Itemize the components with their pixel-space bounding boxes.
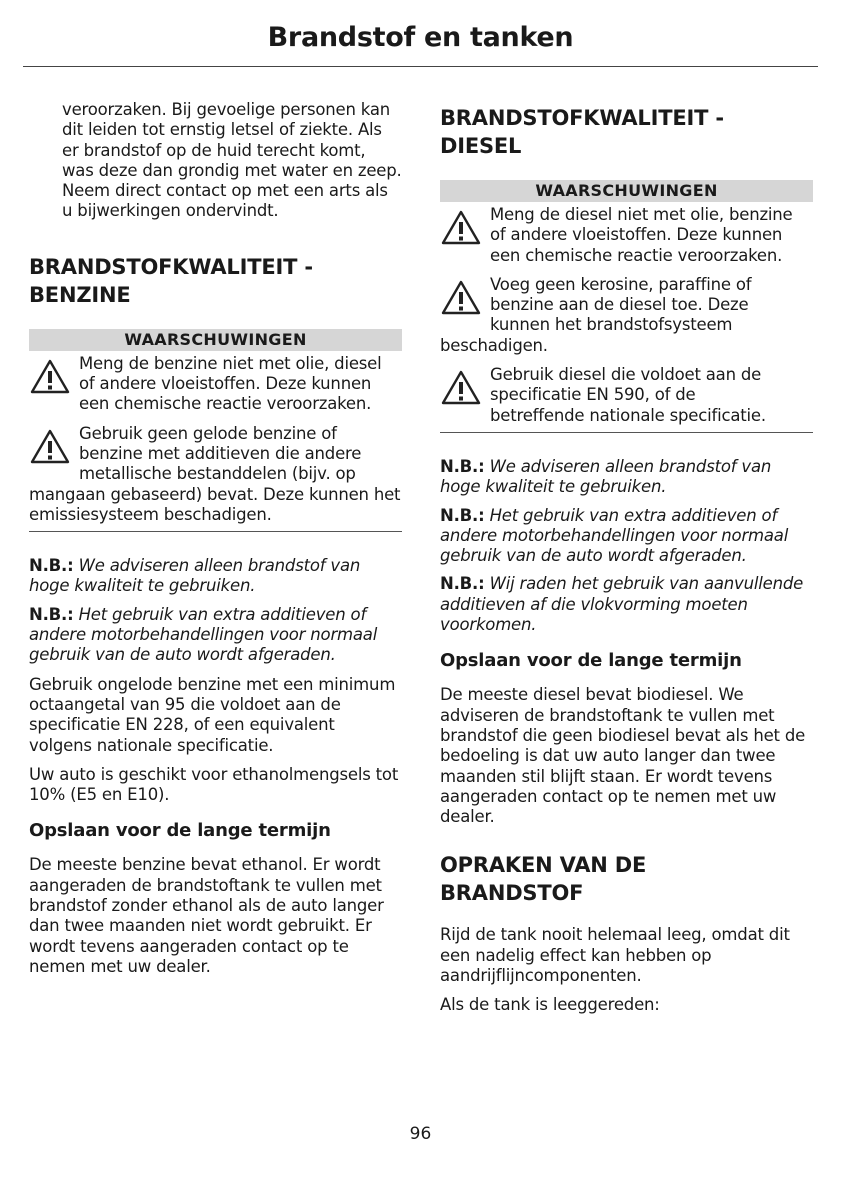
warning-triangle-icon (440, 279, 482, 317)
note (29, 556, 402, 597)
note (440, 574, 813, 635)
warning-line: benzine met additieven die andere (79, 443, 362, 463)
section-title-diesel: BRANDSTOFKWALITEIT - DIESEL (440, 106, 724, 158)
note-text: Het gebruik van extra additieven of andere motorbehandellingen voor normaal gebruik van de auto wordt afgeraden. (29, 604, 378, 665)
warning-line: Gebruik diesel die voldoet aan de (490, 365, 762, 385)
section-title-benzine: BRANDSTOFKWALITEIT - BENZINE (29, 254, 313, 307)
warning-line: metallische bestanddelen (bijv. op (79, 464, 356, 484)
intro-paragraph: veroorzaken. Bij gevoelige personen kan dit leiden tot ernstig letsel of ziekte. Als er brandstof op de huid terecht komt, was deze dan grondig met water en zeep. Neem direct contact op met een arts als u bijwerkingen ondervindt. (62, 100, 402, 221)
warning-item (29, 424, 402, 525)
warning-triangle-icon (440, 369, 482, 407)
note (440, 506, 813, 567)
paragraph: Gebruik ongelode benzine met een minimum octaangetal van 95 die voldoet aan de specificatie EN 228, of een equivalent volgens nationale specificatie. (29, 674, 396, 755)
warning-line: Meng de diesel niet met olie, benzine (490, 205, 793, 224)
note-text: We adviseren alleen brandstof van hoge kwaliteit te gebruiken. (440, 456, 772, 497)
note-label: N.B.: (440, 574, 485, 594)
warning-item (440, 275, 813, 356)
note-label: N.B.: (29, 556, 74, 576)
warnings-header: WAARSCHUWINGEN (29, 329, 402, 351)
note-label: N.B.: (29, 604, 74, 624)
warning-triangle-icon (29, 428, 71, 466)
header-divider (23, 66, 818, 67)
warning-line: specificatie EN 590, of de (490, 385, 696, 405)
section-title-running-out: OPRAKEN VAN DE BRANDSTOF (440, 853, 647, 906)
page-title: Brandstof en tanken (267, 22, 574, 53)
paragraph: Uw auto is geschikt voor ethanolmengsels tot 10% (E5 en E10). (29, 764, 399, 805)
paragraph: Als de tank is leeggereden: (440, 995, 660, 1015)
note (440, 457, 813, 498)
subheading-storage: Opslaan voor de lange termijn (440, 650, 742, 672)
warning-item (440, 205, 813, 266)
warning-line: kunnen het brandstofsysteem (490, 315, 733, 335)
page-number: 96 (409, 1124, 432, 1144)
warning-line: Meng de benzine niet met olie, diesel (79, 353, 382, 373)
warning-line: betreffende nationale specificatie. (490, 405, 766, 425)
note-label: N.B.: (440, 456, 485, 476)
right-column (440, 100, 813, 1016)
left-column (29, 100, 402, 977)
warning-line: Voeg geen kerosine, paraffine of (490, 274, 752, 294)
warning-continuation: beschadigen. (440, 335, 548, 355)
paragraph: Rijd de tank nooit helemaal leeg, omdat dit een nadelig effect kan hebben op aandrijflijncomponenten. (440, 925, 790, 986)
warning-continuation: mangaan gebaseerd) bevat. Deze kunnen het emissiesysteem beschadigen. (29, 484, 401, 524)
warning-triangle-icon (29, 358, 71, 396)
warnings-end-divider (29, 531, 402, 532)
note-text: Het gebruik van extra additieven of andere motorbehandellingen voor normaal gebruik van de auto wordt afgeraden. (440, 505, 789, 566)
warning-line: benzine aan de diesel toe. Deze (490, 295, 749, 315)
note-label: N.B.: (440, 505, 485, 525)
warning-item (440, 365, 813, 426)
note (29, 605, 402, 666)
warnings-header: WAARSCHUWINGEN (440, 180, 813, 202)
paragraph: De meeste diesel bevat biodiesel. We adviseren de brandstoftank te vullen met brandstof die geen biodiesel bevat als het de bedoeling is dat uw auto langer dan twee maanden stil blijft staan. Er wordt tevens aangeraden contact op te nemen met uw dealer. (440, 685, 806, 827)
warning-line: of andere vloeistoffen. Deze kunnen (79, 374, 372, 394)
warnings-end-divider (440, 432, 813, 433)
note-text: Wij raden het gebruik van aanvullende additieven af die vlokvorming moeten voorkomen. (440, 574, 804, 635)
subheading-storage: Opslaan voor de lange termijn (29, 820, 331, 842)
note-text: We adviseren alleen brandstof van hoge kwaliteit te gebruiken. (29, 556, 361, 596)
paragraph: De meeste benzine bevat ethanol. Er wordt aangeraden de brandstoftank te vullen met brandstof zonder ethanol als de auto langer dan twee maanden niet wordt gebruikt. Er wordt tevens aangeraden contact op te nemen met uw dealer. (29, 855, 384, 976)
warning-item (29, 354, 402, 415)
warning-line: Gebruik geen gelode benzine of (79, 423, 337, 443)
warning-line: een chemische reactie veroorzaken. (79, 394, 372, 414)
warning-line: een chemische reactie veroorzaken. (490, 245, 783, 265)
warning-line: of andere vloeistoffen. Deze kunnen (490, 225, 783, 245)
warning-triangle-icon (440, 209, 482, 247)
